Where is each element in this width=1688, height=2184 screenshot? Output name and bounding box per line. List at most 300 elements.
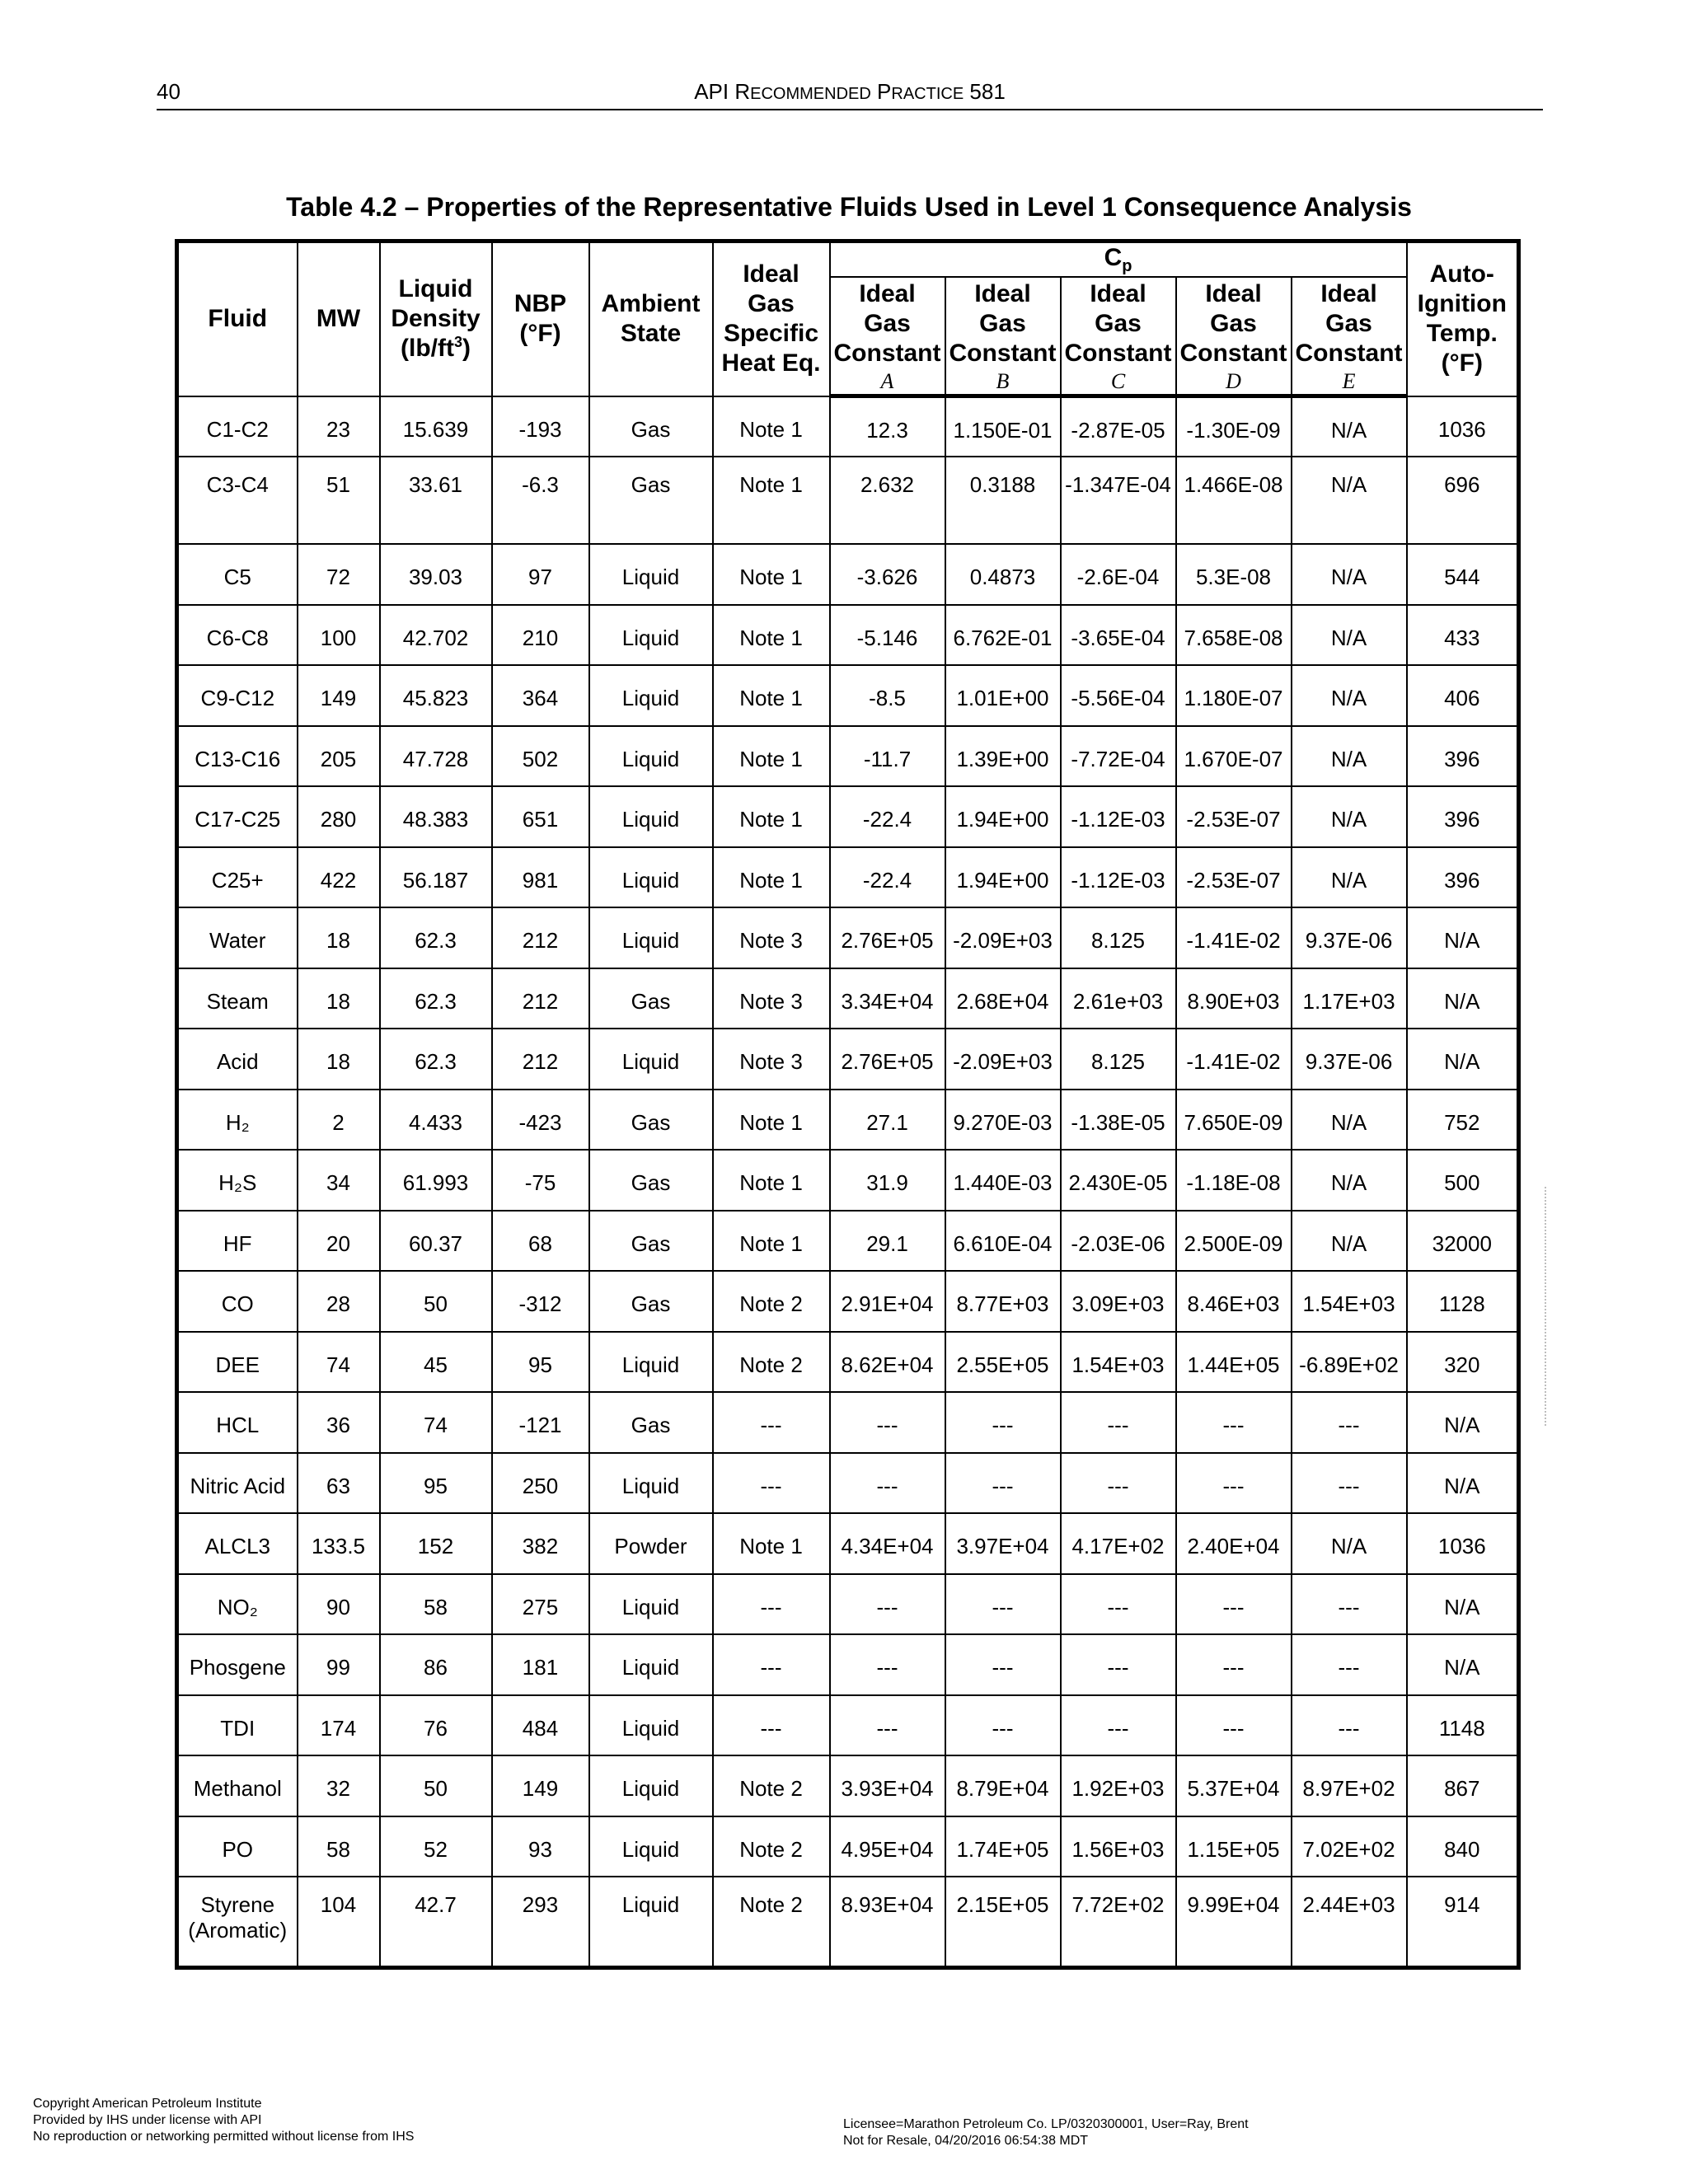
table-cell: 8.90E+03 (1176, 968, 1292, 1029)
table-cell: 6.762E-01 (945, 605, 1061, 666)
fluid-name-cell: TDI (177, 1695, 298, 1756)
table-row (177, 1877, 1519, 1967)
table-cell: 42.702 (380, 605, 492, 666)
header-auto-ignition-temp: Auto- Ignition Temp. (°F) (1407, 241, 1519, 396)
table-cell: 2.40E+04 (1176, 1513, 1292, 1574)
table-cell: 97 (492, 544, 589, 605)
table-cell: 7.02E+02 (1292, 1816, 1407, 1877)
table-cell: Liquid (589, 847, 713, 908)
table-cell: 60.37 (380, 1211, 492, 1272)
table-row (177, 1332, 1519, 1393)
table-cell: -1.18E-08 (1176, 1150, 1292, 1211)
table-cell: 7.658E-08 (1176, 605, 1292, 666)
table-cell: N/A (1407, 1453, 1519, 1514)
table-row (177, 1816, 1519, 1877)
table-cell: 1.94E+00 (945, 847, 1061, 908)
table-cell: 61.993 (380, 1150, 492, 1211)
table-cell: -2.09E+03 (945, 1029, 1061, 1090)
table-cell: 58 (380, 1574, 492, 1635)
fluid-name-cell: Steam (177, 968, 298, 1029)
table-cell: N/A (1292, 786, 1407, 847)
table-cell: -5.146 (830, 605, 945, 666)
fluid-name-cell: Water (177, 907, 298, 968)
header-constant-c: Ideal Gas Constant C (1061, 277, 1176, 396)
fluid-name-cell: C17-C25 (177, 786, 298, 847)
table-cell: N/A (1292, 847, 1407, 908)
table-cell: --- (713, 1634, 830, 1695)
table-cell: --- (1061, 1695, 1176, 1756)
fluid-name-cell: C3-C4 (177, 457, 298, 544)
table-cell: 212 (492, 907, 589, 968)
table-cell: 28 (298, 1271, 380, 1332)
table-cell: 280 (298, 786, 380, 847)
table-cell: 1.74E+05 (945, 1816, 1061, 1877)
table-cell: 42.7 (380, 1877, 492, 1967)
table-cell: 2.430E-05 (1061, 1150, 1176, 1211)
table-cell: Liquid (589, 605, 713, 666)
table-cell: 981 (492, 847, 589, 908)
table-cell: 15.639 (380, 396, 492, 457)
table-row (177, 968, 1519, 1029)
table-cell: --- (1061, 1574, 1176, 1635)
table-cell: --- (945, 1634, 1061, 1695)
table-cell: 62.3 (380, 1029, 492, 1090)
table-row (177, 907, 1519, 968)
table-title: Table 4.2 – Properties of the Representative Fluids Used in Level 1 Consequence Analysis (286, 192, 1412, 222)
fluid-name-cell: Styrene (Aromatic) (177, 1877, 298, 1967)
table-cell: --- (1176, 1695, 1292, 1756)
table-cell: Gas (589, 396, 713, 457)
table-cell: 2.91E+04 (830, 1271, 945, 1332)
table-cell: 5.37E+04 (1176, 1755, 1292, 1816)
table-cell: 51 (298, 457, 380, 544)
table-cell: 18 (298, 1029, 380, 1090)
table-cell: 56.187 (380, 847, 492, 908)
table-cell: 293 (492, 1877, 589, 1967)
table-cell: --- (1176, 1634, 1292, 1695)
table-cell: 31.9 (830, 1150, 945, 1211)
header-constant-e: Ideal Gas Constant E (1292, 277, 1407, 396)
table-cell: 3.09E+03 (1061, 1271, 1176, 1332)
table-row (177, 457, 1519, 544)
table-cell: --- (945, 1695, 1061, 1756)
table-cell: 47.728 (380, 726, 492, 787)
table-cell: 4.17E+02 (1061, 1513, 1176, 1574)
table-cell: 651 (492, 786, 589, 847)
table-cell: 422 (298, 847, 380, 908)
table-cell: 34 (298, 1150, 380, 1211)
header-constant-b: Ideal Gas Constant B (945, 277, 1061, 396)
table-cell: N/A (1292, 396, 1407, 457)
table-row (177, 1090, 1519, 1151)
fluid-name-cell: HCL (177, 1392, 298, 1453)
table-cell: 502 (492, 726, 589, 787)
header-cp: $C_p$ (830, 241, 1407, 278)
table-cell: 1.180E-07 (1176, 665, 1292, 726)
table-row (177, 1029, 1519, 1090)
table-cell: 9.99E+04 (1176, 1877, 1292, 1967)
table-cell: 3.93E+04 (830, 1755, 945, 1816)
table-cell: 9.37E-06 (1292, 907, 1407, 968)
table-cell: 2.55E+05 (945, 1332, 1061, 1393)
table-cell: --- (1176, 1453, 1292, 1514)
fluid-name-cell: Methanol (177, 1755, 298, 1816)
table-cell: -121 (492, 1392, 589, 1453)
table-cell: 484 (492, 1695, 589, 1756)
table-cell: -3.626 (830, 544, 945, 605)
table-cell: 33.61 (380, 457, 492, 544)
table-cell: 1.440E-03 (945, 1150, 1061, 1211)
fluid-name-cell: PO (177, 1816, 298, 1877)
table-cell: 320 (1407, 1332, 1519, 1393)
table-cell: 2.500E-09 (1176, 1211, 1292, 1272)
table-cell: --- (713, 1574, 830, 1635)
table-cell: 4.433 (380, 1090, 492, 1151)
table-cell: 8.79E+04 (945, 1755, 1061, 1816)
fluid-name-cell: NO₂ (177, 1574, 298, 1635)
table-cell: 9.37E-06 (1292, 1029, 1407, 1090)
table-cell: 500 (1407, 1150, 1519, 1211)
table-cell: 32000 (1407, 1211, 1519, 1272)
table-cell: 86 (380, 1634, 492, 1695)
table-cell: 8.77E+03 (945, 1271, 1061, 1332)
fluid-name-cell: H₂S (177, 1150, 298, 1211)
table-cell: 1.01E+00 (945, 665, 1061, 726)
table-cell: 4.34E+04 (830, 1513, 945, 1574)
table-cell: 8.62E+04 (830, 1332, 945, 1393)
table-cell: Note 1 (713, 544, 830, 605)
table-cell: Note 1 (713, 665, 830, 726)
table-cell: 95 (492, 1332, 589, 1393)
edge-mark (1545, 1187, 1548, 1426)
table-cell: Liquid (589, 1332, 713, 1393)
table-cell: --- (830, 1634, 945, 1695)
table-cell: -2.6E-04 (1061, 544, 1176, 605)
table-cell: 867 (1407, 1755, 1519, 1816)
table-cell: 1.44E+05 (1176, 1332, 1292, 1393)
table-cell: -8.5 (830, 665, 945, 726)
table-cell: -3.65E-04 (1061, 605, 1176, 666)
table-cell: 36 (298, 1392, 380, 1453)
table-cell: 74 (298, 1332, 380, 1393)
table-cell: 396 (1407, 786, 1519, 847)
table-cell: -11.7 (830, 726, 945, 787)
table-cell: -1.347E-04 (1061, 457, 1176, 544)
fluid-name-cell: ALCL3 (177, 1513, 298, 1574)
table-cell: Gas (589, 457, 713, 544)
table-row (177, 665, 1519, 726)
table-cell: 63 (298, 1453, 380, 1514)
table-cell: -6.89E+02 (1292, 1332, 1407, 1393)
table-cell: Note 1 (713, 1211, 830, 1272)
fluid-name-cell: H₂ (177, 1090, 298, 1151)
table-cell: 74 (380, 1392, 492, 1453)
table-row (177, 726, 1519, 787)
table-cell: -1.38E-05 (1061, 1090, 1176, 1151)
table-cell: --- (945, 1453, 1061, 1514)
table-cell: 1.92E+03 (1061, 1755, 1176, 1816)
table-cell: Note 1 (713, 847, 830, 908)
table-cell: -2.03E-06 (1061, 1211, 1176, 1272)
table-cell: -6.3 (492, 457, 589, 544)
table-cell: -2.09E+03 (945, 907, 1061, 968)
table-cell: 23 (298, 396, 380, 457)
footer-license: Licensee=Marathon Petroleum Co. LP/0320300001, User=Ray, Brent Not for Resale, 04/20/2016 06:54:38 MDT (843, 2117, 1249, 2148)
table-cell: 7.72E+02 (1061, 1877, 1176, 1967)
table-cell: 149 (492, 1755, 589, 1816)
table-cell: 1.54E+03 (1061, 1332, 1176, 1393)
table-row (177, 1695, 1519, 1756)
table-cell: 52 (380, 1816, 492, 1877)
table-cell: Note 3 (713, 1029, 830, 1090)
table-row (177, 847, 1519, 908)
header-constant-d: Ideal Gas Constant D (1176, 277, 1292, 396)
table-row (177, 1392, 1519, 1453)
table-cell: 95 (380, 1453, 492, 1514)
table-cell: 406 (1407, 665, 1519, 726)
table-cell: --- (1061, 1392, 1176, 1453)
table-cell: 1.39E+00 (945, 726, 1061, 787)
table-cell: 0.4873 (945, 544, 1061, 605)
table-cell: Gas (589, 968, 713, 1029)
table-cell: Note 3 (713, 907, 830, 968)
table-cell: 20 (298, 1211, 380, 1272)
table-cell: 382 (492, 1513, 589, 1574)
table-row (177, 396, 1519, 457)
table-cell: -1.12E-03 (1061, 786, 1176, 847)
header-mw: MW (298, 241, 380, 396)
fluid-name-cell: Phosgene (177, 1634, 298, 1695)
table-cell: -1.41E-02 (1176, 907, 1292, 968)
table-cell: 1036 (1407, 396, 1519, 457)
table-cell: 1148 (1407, 1695, 1519, 1756)
table-cell: 3.34E+04 (830, 968, 945, 1029)
table-cell: N/A (1292, 605, 1407, 666)
table-cell: 18 (298, 968, 380, 1029)
table-cell: Liquid (589, 1695, 713, 1756)
table-cell: 2.68E+04 (945, 968, 1061, 1029)
table-cell: Liquid (589, 907, 713, 968)
page-number: 40 (157, 79, 181, 104)
table-row (177, 1574, 1519, 1635)
table-cell: 752 (1407, 1090, 1519, 1151)
table-cell: -423 (492, 1090, 589, 1151)
table-cell: 1.15E+05 (1176, 1816, 1292, 1877)
table-row (177, 786, 1519, 847)
table-cell: Gas (589, 1271, 713, 1332)
table-cell: -5.56E-04 (1061, 665, 1176, 726)
table-row (177, 1211, 1519, 1272)
table-cell: Liquid (589, 1029, 713, 1090)
table-cell: Liquid (589, 665, 713, 726)
table-cell: --- (713, 1453, 830, 1514)
header-nbp: NBP (°F) (492, 241, 589, 396)
table-cell: 50 (380, 1271, 492, 1332)
header-specific-heat-eq: Ideal Gas Specific Heat Eq. (713, 241, 830, 396)
table-cell: -7.72E-04 (1061, 726, 1176, 787)
table-cell: 1.466E-08 (1176, 457, 1292, 544)
header-constant-a: Ideal Gas Constant A (830, 277, 945, 396)
table-cell: --- (1292, 1695, 1407, 1756)
table-cell: 2.76E+05 (830, 907, 945, 968)
table-cell: --- (1176, 1574, 1292, 1635)
table-row (177, 1634, 1519, 1695)
table-cell: --- (713, 1695, 830, 1756)
table-cell: N/A (1407, 1634, 1519, 1695)
table-cell: -1.12E-03 (1061, 847, 1176, 908)
table-cell: 8.125 (1061, 1029, 1176, 1090)
table-cell: Liquid (589, 1755, 713, 1816)
table-cell: Note 2 (713, 1877, 830, 1967)
table-cell: -312 (492, 1271, 589, 1332)
table-cell: 8.125 (1061, 907, 1176, 968)
table-cell: Note 1 (713, 396, 830, 457)
table-cell: --- (1061, 1453, 1176, 1514)
running-header (157, 76, 1543, 110)
table-cell: N/A (1292, 1211, 1407, 1272)
table-cell: 1.54E+03 (1292, 1271, 1407, 1332)
table-cell: 58 (298, 1816, 380, 1877)
table-cell: -2.53E-07 (1176, 786, 1292, 847)
properties-table (175, 239, 1521, 1970)
table-cell: -22.4 (830, 847, 945, 908)
running-title: API RECOMMENDED PRACTICE 581 (694, 79, 1006, 104)
table-cell: 205 (298, 726, 380, 787)
table-cell: --- (830, 1392, 945, 1453)
fluid-name-cell: CO (177, 1271, 298, 1332)
table-cell: Note 2 (713, 1271, 830, 1332)
table-cell: Note 1 (713, 1150, 830, 1211)
table-cell: -75 (492, 1150, 589, 1211)
table-cell: 1.94E+00 (945, 786, 1061, 847)
table-cell: -22.4 (830, 786, 945, 847)
fluid-name-cell: C13-C16 (177, 726, 298, 787)
table-cell: N/A (1292, 726, 1407, 787)
fluid-name-cell: DEE (177, 1332, 298, 1393)
table-cell: 12.3 (830, 396, 945, 457)
table-row (177, 1150, 1519, 1211)
header-liquid-density: Liquid Density $(lb/ft^3)$ (380, 241, 492, 396)
table-cell: 2.15E+05 (945, 1877, 1061, 1967)
table-cell: 4.95E+04 (830, 1816, 945, 1877)
table-cell: N/A (1292, 1150, 1407, 1211)
table-cell: Liquid (589, 1877, 713, 1967)
table-cell: 18 (298, 907, 380, 968)
table-cell: 3.97E+04 (945, 1513, 1061, 1574)
table-cell: 149 (298, 665, 380, 726)
table-cell: -193 (492, 396, 589, 457)
table-cell: Note 1 (713, 726, 830, 787)
table-cell: N/A (1292, 665, 1407, 726)
table-body (177, 396, 1519, 1968)
table-cell: N/A (1407, 1574, 1519, 1635)
table-cell: 90 (298, 1574, 380, 1635)
table-cell: 2.76E+05 (830, 1029, 945, 1090)
table-cell: Liquid (589, 786, 713, 847)
table-row (177, 544, 1519, 605)
table-row (177, 605, 1519, 666)
table-cell: Liquid (589, 726, 713, 787)
table-cell: 1036 (1407, 1513, 1519, 1574)
fluid-name-cell: C6-C8 (177, 605, 298, 666)
table-cell: 914 (1407, 1877, 1519, 1967)
table-cell: 8.97E+02 (1292, 1755, 1407, 1816)
table-cell: 1.670E-07 (1176, 726, 1292, 787)
table-cell: -2.87E-05 (1061, 396, 1176, 457)
table-cell: Note 1 (713, 605, 830, 666)
table-cell: Powder (589, 1513, 713, 1574)
header-fluid: Fluid (177, 241, 298, 396)
table-cell: --- (830, 1453, 945, 1514)
table-cell: --- (1176, 1392, 1292, 1453)
table-cell: -1.30E-09 (1176, 396, 1292, 457)
table-cell: 2.44E+03 (1292, 1877, 1407, 1967)
table-cell: 62.3 (380, 968, 492, 1029)
table-cell: --- (1292, 1453, 1407, 1514)
table-cell: 212 (492, 968, 589, 1029)
table-cell: --- (945, 1392, 1061, 1453)
footer-copyright: Copyright American Petroleum Institute Provided by IHS under license with API No reproduction or networking permitted without license from IHS (33, 2097, 415, 2144)
table-cell: 212 (492, 1029, 589, 1090)
table-row (177, 1755, 1519, 1816)
table-cell: Note 2 (713, 1755, 830, 1816)
table-cell: N/A (1292, 457, 1407, 544)
table-cell: --- (830, 1695, 945, 1756)
table-cell: --- (830, 1574, 945, 1635)
table-cell: N/A (1407, 907, 1519, 968)
table-cell: 1.150E-01 (945, 396, 1061, 457)
fluid-name-cell: Acid (177, 1029, 298, 1090)
table-cell: 45 (380, 1332, 492, 1393)
table-cell: 27.1 (830, 1090, 945, 1151)
fluid-name-cell: C9-C12 (177, 665, 298, 726)
table-cell: 8.93E+04 (830, 1877, 945, 1967)
table-row (177, 1453, 1519, 1514)
table-cell: 1128 (1407, 1271, 1519, 1332)
table-cell: N/A (1407, 1029, 1519, 1090)
table-cell: 8.46E+03 (1176, 1271, 1292, 1332)
table-cell: Note 1 (713, 1090, 830, 1151)
table-cell: 210 (492, 605, 589, 666)
table-cell: 72 (298, 544, 380, 605)
fluid-name-cell: C5 (177, 544, 298, 605)
table-cell: 9.270E-03 (945, 1090, 1061, 1151)
table-cell: 1.56E+03 (1061, 1816, 1176, 1877)
table-cell: 133.5 (298, 1513, 380, 1574)
table-cell: Gas (589, 1211, 713, 1272)
table-cell: 6.610E-04 (945, 1211, 1061, 1272)
table-cell: Liquid (589, 1453, 713, 1514)
table-cell: N/A (1292, 1090, 1407, 1151)
table-cell: 99 (298, 1634, 380, 1695)
table-cell: 250 (492, 1453, 589, 1514)
table-cell: 2 (298, 1090, 380, 1151)
table-cell: 29.1 (830, 1211, 945, 1272)
table-cell: 5.3E-08 (1176, 544, 1292, 605)
fluid-name-cell: C1-C2 (177, 396, 298, 457)
table-cell: N/A (1292, 1513, 1407, 1574)
table-cell: Note 1 (713, 1513, 830, 1574)
table-cell: 62.3 (380, 907, 492, 968)
table-cell: 840 (1407, 1816, 1519, 1877)
table-cell: Gas (589, 1090, 713, 1151)
table-cell: Gas (589, 1150, 713, 1211)
table-cell: Note 2 (713, 1816, 830, 1877)
fluid-name-cell: C25+ (177, 847, 298, 908)
table-cell: 2.61e+03 (1061, 968, 1176, 1029)
table-cell: 181 (492, 1634, 589, 1695)
table-cell: 7.650E-09 (1176, 1090, 1292, 1151)
